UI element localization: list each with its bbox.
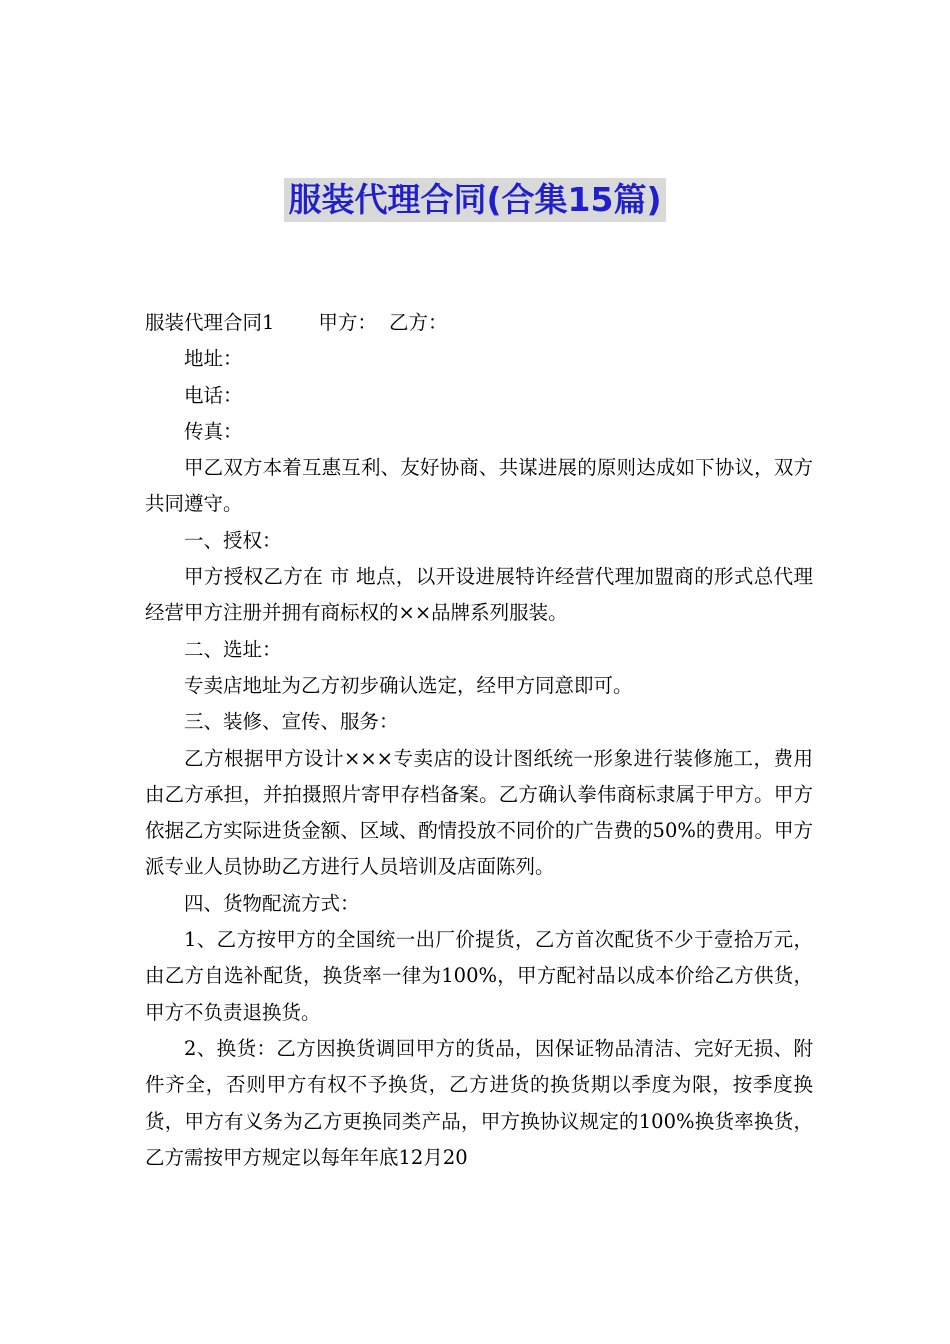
heading-line (145, 305, 813, 341)
section-heading-location: 二、选址： (184, 637, 282, 661)
party-a-label: 甲方： (318, 311, 377, 334)
paragraph-authorization: 甲方授权乙方在 市 地点，以开设进展特许经营代理加盟商的形式总代理经营甲方注册并拥有商标权的××品牌系列服装。 (145, 565, 813, 625)
paragraph-fax: 传真： (184, 419, 243, 443)
document-title: 服装代理合同(合集15篇) (284, 178, 665, 222)
paragraph-location: 专卖店地址为乙方初步确认选定，经甲方同意即可。 (184, 673, 633, 697)
document-body (145, 305, 813, 1176)
section-heading-authorization: 一、授权： (184, 528, 282, 552)
contract-name: 服装代理合同1 (145, 311, 275, 334)
section-heading-distribution: 四、货物配流方式： (184, 891, 360, 915)
paragraph-address: 地址： (184, 347, 243, 371)
paragraph-decoration: 乙方根据甲方设计×××专卖店的设计图纸统一形象进行装修施工，费用由乙方承担，并拍摄照片寄甲存档备案。乙方确认拳伟商标隶属于甲方。甲方依据乙方实际进货金额、区域、酌情投放不同价的广告费的50%的费用。甲方派专业人员协助乙方进行人员培训及店面陈列。 (145, 746, 813, 879)
paragraph-distribution-1: 1、乙方按甲方的全国统一出厂价提货，乙方首次配货不少于壹拾万元，由乙方自选补配货，换货率一律为100%，甲方配衬品以成本价给乙方供货，甲方不负责退换货。 (145, 928, 813, 1024)
section-heading-decoration: 三、装修、宣传、服务： (184, 710, 399, 734)
title-container (0, 178, 950, 222)
paragraph-preamble: 甲乙双方本着互惠互利、友好协商、共谋进展的原则达成如下协议，双方共同遵守。 (145, 456, 813, 516)
paragraph-distribution-2: 2、换货：乙方因换货调回甲方的货品，因保证物品清洁、完好无损、附件齐全，否则甲方有权不予换货，乙方进货的换货期以季度为限，按季度换货，甲方有义务为乙方更换同类产品，甲方换协议规定的100%换货率换货，乙方需按甲方规定以每年年底12月20 (145, 1036, 813, 1169)
party-b-label: 乙方： (388, 311, 448, 334)
paragraph-phone: 电话： (184, 383, 243, 407)
